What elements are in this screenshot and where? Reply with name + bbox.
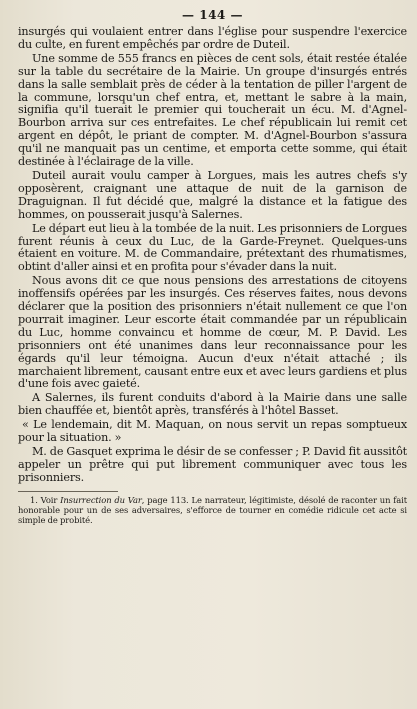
footnote-suffix: , page 113. Le narrateur, légitimiste, désolé de raconter un fait honorable pour un de ses adversaires, s'efforce de tourner en comédie ridicule cet acte si simple de probité. — [18, 494, 408, 525]
paragraph-salernes: A Salernes, ils furent conduits d'abord à la Mairie dans une salle bien chauffée et, bientôt après, transférés à l'hôtel Basset. — [18, 391, 407, 418]
paragraph-church: insurgés qui voulaient entrer dans l'église pour suspendre l'exercice du culte, en furent empêchés par ordre de Duteil. — [18, 25, 407, 51]
footnote-prefix: 1. Voir — [30, 494, 61, 505]
paragraph-money: Une somme de 555 francs en pièces de cent sols, était restée étalée sur la table du secrétaire de la Mairie. Un groupe d'insurgés entrés dans la salle semblait près de céder à la tentation de piller l'argent de la commune, lorsqu'un chef entra, et, mettant le sabre à la main, signifia qu'il tuerait le premier qui toucherait un écu. M. d'Agnel-Bourbon arriva sur ces entrefaites. Le chef républicain lui remit cet argent en dépôt, le priant de compter. M. d'Agnel-Bourbon s'assura qu'il ne manquait pas un centime, et emporta cette somme, qui était destinée à l'éclairage de la ville. — [18, 51, 407, 169]
paragraph-departure: Le départ eut lieu à la tombée de la nuit. Les prisonniers de Lorgues furent réunis à ceux du Luc, de la Garde-Freynet. Quelques-uns étaient en voiture. M. de Commandaire, prétextant des rhumatismes, obtint d'aller ainsi et en profita pour s'évader dans la nuit. — [18, 221, 407, 274]
footnote-divider — [18, 491, 118, 492]
footnote-title: Insurrection du Var — [60, 494, 142, 505]
footnote — [18, 495, 407, 525]
paragraph-prisoners: Nous avons dit ce que nous pensions des arrestations de citoyens inoffensifs opérées par les insurgés. Ces réserves faites, nous devons déclarer que la position des prisonniers n'était nullement ce que l'on pourrait imaginer. Leur escorte était commandée par un républicain du Luc, homme convaincu et homme de cœur, M. P. David. Les prisonniers ont été unanimes dans leur reconnaissance pour les égards qu'il leur témoigna. Aucun d'eux n'était attaché ; ils marchaient librement, causant entre eux et avec leurs gardiens et plus d'une fois avec gaieté. — [18, 274, 407, 391]
paragraph-camp: Duteil aurait voulu camper à Lorgues, mais les autres chefs s'y opposèrent, craignant une attaque de nuit de la garnison de Draguignan. Il fut décidé que, malgré la distance et la fatigue des hommes, on pousserait jusqu'à Salernes. — [18, 168, 407, 221]
page-number: — 144 — — [182, 8, 243, 22]
paragraph-quote: « Le lendemain, dit M. Maquan, on nous servit un repas somptueux pour la situation. » — [18, 418, 407, 445]
paragraph-confession: M. de Gasquet exprima le désir de se confesser ; P. David fit aussitôt appeler un prêtre qui put librement communiquer avec tous les prisonniers. — [18, 445, 407, 484]
